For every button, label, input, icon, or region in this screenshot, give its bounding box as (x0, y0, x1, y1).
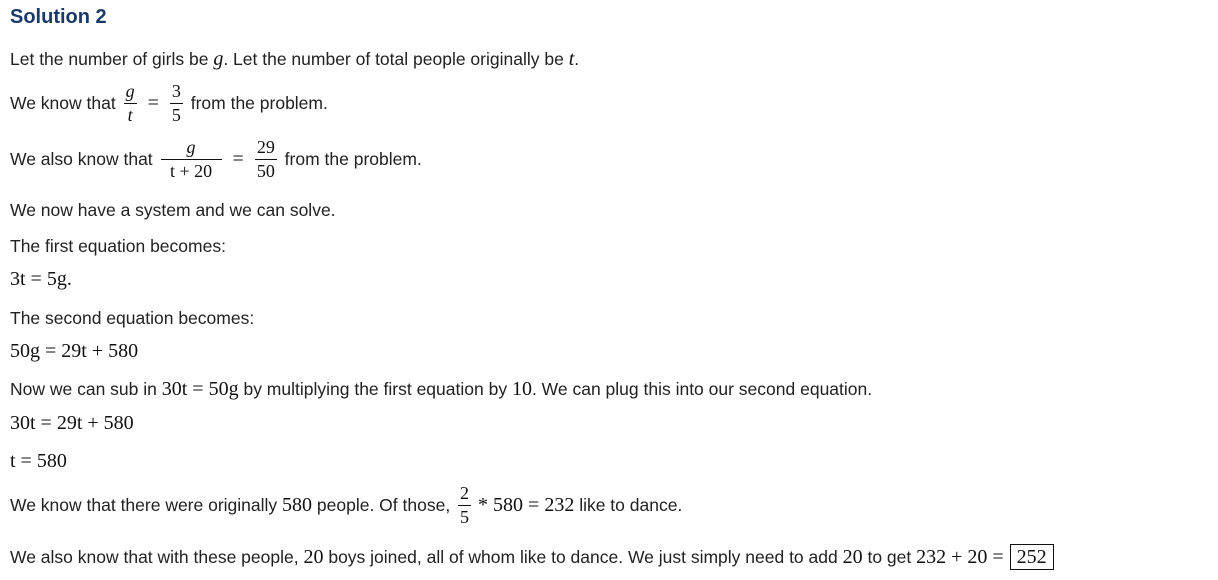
fraction-3-over-5: $\frac{3}{5}$ (171, 81, 181, 125)
line-like-to-dance: We know that there were originally 580 people. Of those, $\frac{2}{5}$ * 580 = 232 like to dance. (10, 483, 683, 527)
fraction-2-over-5: $\frac{2}{5}$ (460, 483, 470, 527)
line-substitution: Now we can sub in 30t = 50g by multiplying the first equation by 10 . We can plug this into our second equation. (10, 378, 873, 400)
equation-50g: 50g = 29t + 580 (10, 340, 139, 362)
line-second-ratio: We also know that $\frac{g}{t + 20}$ = $\frac{29}{50}$ from the problem. (10, 137, 422, 181)
line-first-equation-label: The first equation becomes: (10, 236, 226, 256)
line-final-answer: We also know that with these people, 20 boys joined, all of whom like to dance. We just simply need to add 20 to get 232 + 20 = 252 (10, 544, 1054, 570)
answer-box: 252 (1010, 544, 1054, 570)
line-system: We now have a system and we can solve. (10, 200, 336, 220)
equation-t-580: t = 580 (10, 450, 67, 472)
solution-heading: Solution 2 (10, 6, 107, 28)
fraction-29-over-50: $\frac{29}{50}$ (256, 137, 275, 181)
fraction-g-over-t: $\frac{g}{t}$ (125, 81, 135, 125)
line-second-equation-label: The second equation becomes: (10, 308, 255, 328)
line-first-ratio: We know that $\frac{g}{t}$ = $\frac{3}{5}$ from the problem. (10, 81, 328, 125)
equation-30t: 30t = 29t + 580 (10, 412, 134, 434)
line-define-variables: Let the number of girls be g . Let the number of total people originally be t . (10, 48, 580, 70)
fraction-g-over-t-plus-20: $\frac{g}{t + 20}$ (161, 138, 222, 181)
equation-3t-5g: 3t = 5g. (10, 268, 72, 290)
